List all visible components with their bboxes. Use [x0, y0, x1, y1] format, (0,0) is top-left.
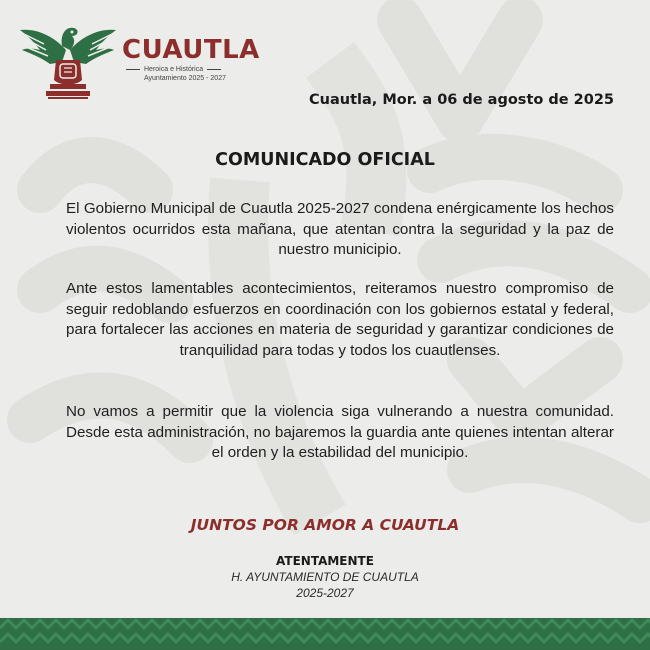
- paragraph-3: No vamos a permitir que la violencia siga vulnerando a nuestra comunidad. Desde esta administración, no bajaremos la guardia ante quienes intentan alterar el orden y la estabilidad del municipio.: [66, 403, 614, 461]
- signature-organization: H. AYUNTAMIENTO DE CUAUTLA: [231, 570, 419, 584]
- brand-block: [122, 36, 262, 82]
- document-title: COMUNICADO OFICIAL: [215, 150, 435, 170]
- brand-tagline-row: [122, 66, 262, 73]
- date-line: Cuautla, Mor. a 06 de agosto de 2025: [309, 92, 614, 108]
- signature-closing: ATENTAMENTE: [276, 554, 374, 568]
- paragraph-1: El Gobierno Municipal de Cuautla 2025-2027 condena enérgicamente los hechos violentos ocurridos esta mañana, que atentan contra la seguridad y la paz de nuestro municipio.: [66, 200, 614, 258]
- tagline-rule-right: [207, 69, 221, 70]
- paragraph-2: Ante estos lamentables acontecimientos, reiteramos nuestro compromiso de seguir redoblando esfuerzos en coordinación con los gobiernos estatal y federal, para fortalecer las acciones en materia de seguridad y garantizar condiciones de tranquilidad para todas y todos los cuautlenses.: [66, 280, 614, 359]
- brand-name: CUAUTLA: [122, 35, 260, 65]
- brand-tagline: Heroica e Histórica: [144, 66, 204, 73]
- green-zigzag-border: [0, 618, 650, 650]
- signature-period: 2025-2027: [296, 586, 354, 600]
- eagle-crest-icon: [18, 20, 118, 102]
- slogan: JUNTOS POR AMOR A CUAUTLA: [190, 516, 460, 534]
- brand-period: Ayuntamiento 2025 - 2027: [144, 75, 226, 82]
- tagline-rule-left: [126, 69, 140, 70]
